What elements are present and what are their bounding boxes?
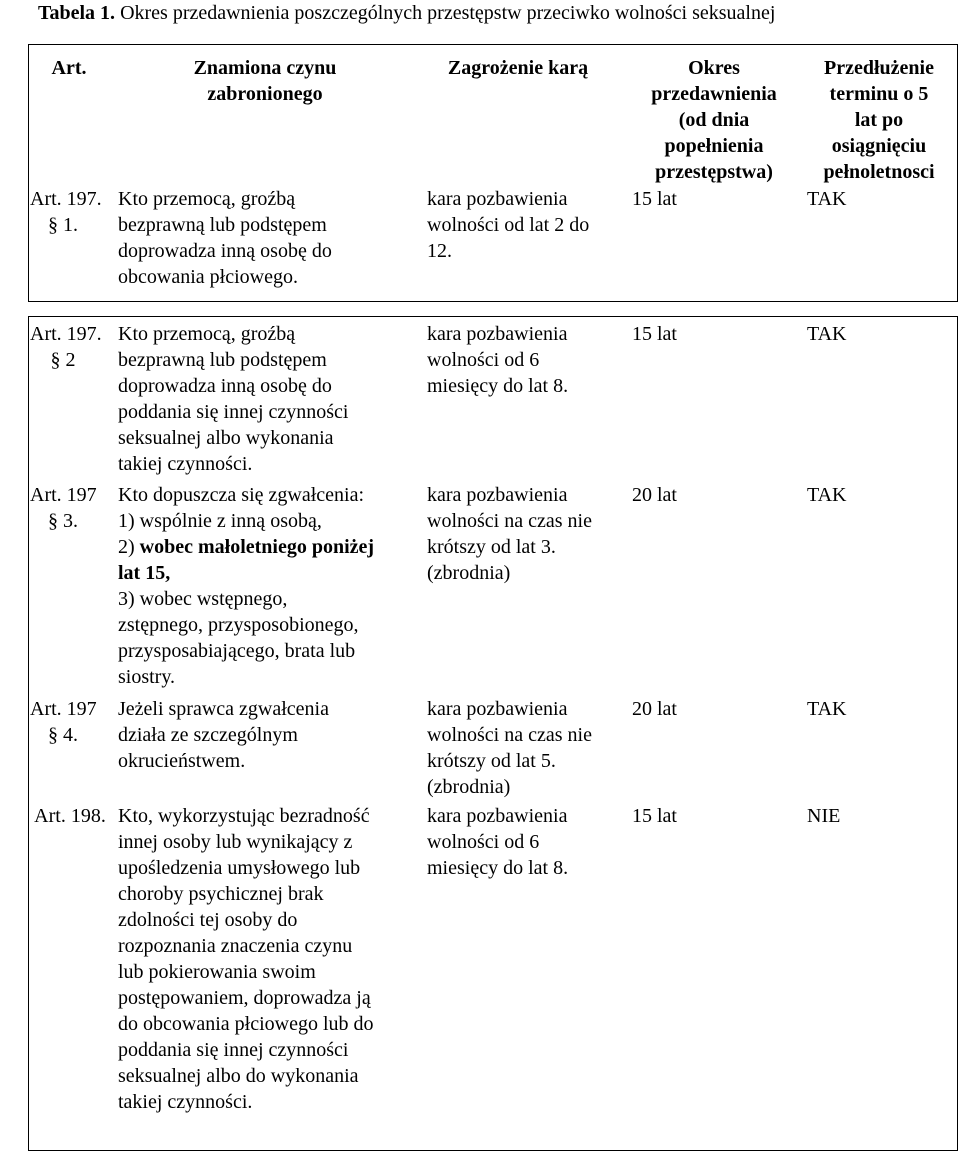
art-line: Art. 198. [34,805,106,827]
okres-value: 20 lat [632,698,677,720]
header-okres-line: przestępstwa) [655,161,773,183]
art-line: § 4. [48,724,78,746]
grid-line [957,316,958,1151]
art-line: Art. 197. [30,188,102,210]
znamiona-line: Kto przemocą, groźbą [118,323,296,345]
header-okres-line: popełnienia [664,135,764,157]
znamiona-line: poddania się innej czynności [118,1039,349,1061]
okres-value: 15 lat [632,323,677,345]
zagrozenie-line: wolności od 6 [427,831,540,853]
header-przedluzenie-line: terminu o 5 [829,83,929,105]
row-1-znamiona [118,186,332,290]
header-przedluzenie-line: osiągnięciu [831,135,927,157]
header-znamiona-line: zabronionego [207,83,323,105]
zagrozenie-line: (zbrodnia) [427,776,511,798]
row-5-znamiona [118,803,374,1115]
grid-line [28,316,29,1151]
przedluzenie-value: TAK [807,698,847,720]
znamiona-line: Jeżeli sprawca zgwałcenia [118,698,329,720]
okres-value: 15 lat [632,805,677,827]
zagrozenie-line: wolności od lat 2 do [427,214,590,236]
art-line: § 2 [50,349,76,371]
row-4-okres [632,696,677,722]
header-znamiona-line: Znamiona czynu [193,57,337,79]
row-3-zagrozenie [427,482,592,586]
row-2-okres [632,321,677,347]
znamiona-line: bezprawną lub podstępem [118,349,327,371]
znamiona-line: zstępnego, przysposobionego, [118,614,359,636]
zagrozenie-line: kara pozbawienia [427,323,568,345]
znamiona-line: siostry. [118,666,176,688]
znamiona-line: postępowaniem, doprowadza ją [118,987,371,1009]
znamiona-line: okrucieństwem. [118,750,246,772]
row-1-okres [632,186,677,212]
znamiona-line: doprowadza inną osobę do [118,240,332,262]
zagrozenie-line: krótszy od lat 3. [427,536,556,558]
row-3-znamiona [118,482,374,690]
zagrozenie-line: wolności od 6 [427,349,540,371]
znamiona-line: takiej czynności. [118,1091,253,1113]
row-5-przedluzenie [807,803,840,829]
zagrozenie-line: kara pozbawienia [427,805,568,827]
art-line: Art. 197 [30,484,97,506]
row-4-znamiona [118,696,329,774]
header-okres-line: przedawnienia [651,83,777,105]
znamiona-line: Kto dopuszcza się zgwałcenia: [118,484,365,506]
znamiona-line: upośledzenia umysłowego lub [118,857,361,879]
znamiona-part-bold: wobec małoletniego poniżej [139,536,375,558]
row-1-zagrozenie [427,186,589,264]
znamiona-part: 2) [118,536,140,558]
row-4-art [30,696,96,748]
header-przedluzenie-line: Przedłużenie [824,57,934,79]
przedluzenie-value: TAK [807,484,847,506]
grid-line [28,316,958,317]
art-line: Art. 197 [30,698,97,720]
zagrozenie-line: kara pozbawienia [427,698,568,720]
znamiona-line: do obcowania płciowego lub do [118,1013,374,1035]
znamiona-line: Kto, wykorzystując bezradność [118,805,370,827]
header-znamiona [110,55,420,107]
row-4-przedluzenie [807,696,847,722]
zagrozenie-line: (zbrodnia) [427,562,511,584]
zagrozenie-line: miesięcy do lat 8. [427,375,569,397]
znamiona-line: seksualnej albo do wykonania [118,1065,359,1087]
header-okres-line: Okres [688,57,740,79]
znamiona-line: seksualnej albo wykonania [118,427,334,449]
zagrozenie-line: wolności na czas nie [427,510,592,532]
znamiona-line: 3) wobec wstępnego, [118,588,288,610]
table-caption-text: Okres przedawnienia poszczególnych przestępstw przeciwko wolności seksualnej [120,2,776,24]
header-zagrozenie-line: Zagrożenie karą [447,57,589,79]
zagrozenie-line: krótszy od lat 5. [427,750,556,772]
przedluzenie-value: TAK [807,323,847,345]
zagrozenie-line: 12. [427,240,452,262]
row-2-art [30,321,102,373]
znamiona-line: doprowadza inną osobę do [118,375,332,397]
przedluzenie-value: NIE [807,805,841,827]
art-line: Art. 197. [30,323,102,345]
row-5-art [30,803,110,829]
znamiona-part-bold: lat 15, [118,562,171,584]
header-przedluzenie-line: pełnoletnosci [823,161,935,183]
znamiona-line: 1) wspólnie z inną osobą, [118,510,322,532]
row-5-okres [632,803,677,829]
header-art [30,55,108,81]
znamiona-line: zdolności tej osoby do [118,909,298,931]
zagrozenie-line: miesięcy do lat 8. [427,857,569,879]
header-przedluzenie-line: lat po [854,109,904,131]
row-2-zagrozenie [427,321,568,399]
art-line: § 3. [48,510,78,532]
header-przedluzenie [800,55,958,185]
table-caption [38,2,775,25]
row-4-zagrozenie [427,696,592,800]
row-2-przedluzenie [807,321,847,347]
znamiona-line: działa ze szczególnym [118,724,298,746]
znamiona-line: lub pokierowania swoim [118,961,316,983]
row-3-okres [632,482,677,508]
okres-value: 20 lat [632,484,677,506]
art-line: § 1. [48,214,78,236]
znamiona-line: innej osoby lub wynikający z [118,831,353,853]
okres-value: 15 lat [632,188,677,210]
header-art-line: Art. [51,57,87,79]
znamiona-line: choroby psychicznej brak [118,883,324,905]
row-1-przedluzenie [807,186,847,212]
grid-line [28,301,958,302]
row-1-art [30,186,102,238]
zagrozenie-line: kara pozbawienia [427,484,568,506]
header-okres-line: (od dnia [678,109,750,131]
znamiona-line-mixed [118,534,374,560]
znamiona-line: bezprawną lub podstępem [118,214,327,236]
zagrozenie-line: kara pozbawienia [427,188,568,210]
row-3-art [30,482,96,534]
header-zagrozenie [418,55,618,81]
grid-line [28,1150,958,1151]
znamiona-line: takiej czynności. [118,453,253,475]
grid-line [28,44,958,45]
table-caption-label: Tabela 1. [38,2,116,24]
znamiona-line-bold [118,560,374,586]
row-3-przedluzenie [807,482,847,508]
row-5-zagrozenie [427,803,568,881]
header-okres [624,55,804,185]
grid-line [28,44,29,302]
znamiona-line: przysposabiającego, brata lub [118,640,356,662]
zagrozenie-line: wolności na czas nie [427,724,592,746]
znamiona-line: obcowania płciowego. [118,266,298,288]
przedluzenie-value: TAK [807,188,847,210]
znamiona-line: Kto przemocą, groźbą [118,188,296,210]
row-2-znamiona [118,321,349,477]
znamiona-line: rozpoznania znaczenia czynu [118,935,353,957]
znamiona-line: poddania się innej czynności [118,401,349,423]
